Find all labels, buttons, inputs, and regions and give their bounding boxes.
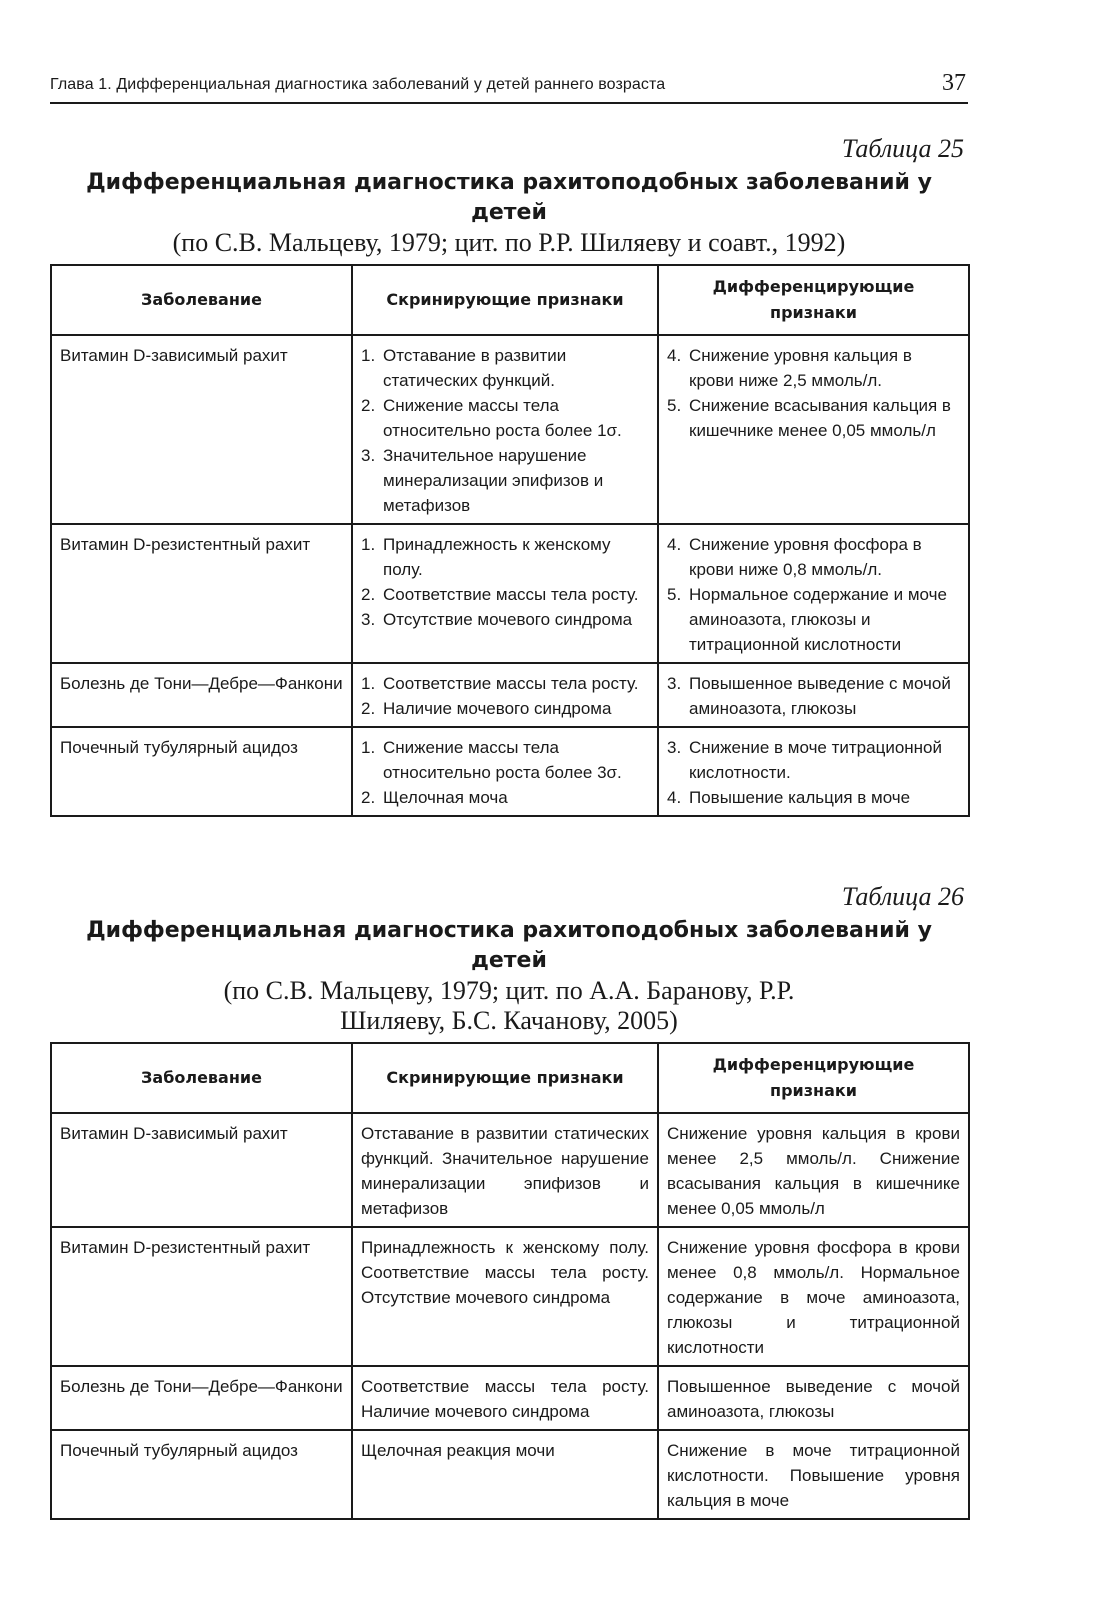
table-number: Таблица 25	[841, 134, 964, 163]
table-row	[51, 1366, 969, 1430]
list-item	[361, 785, 649, 810]
item-number: 2.	[361, 396, 376, 415]
differential-cell	[658, 727, 969, 816]
screening-cell	[352, 727, 658, 816]
item-number: 2.	[361, 788, 376, 807]
differential-cell	[658, 524, 969, 663]
item-text: Снижение уровня фосфора в крови ниже 0,8 ммоль/л.	[689, 535, 922, 579]
item-text: Повышенное выведение с мочой аминоазота, глюкозы	[689, 674, 951, 718]
differential-cell: Снижение уровня фосфора в крови менее 0,8 ммоль/л. Нормальное содержание в моче аминоазота, глюкозы и титрационной кислотности	[658, 1227, 969, 1366]
screening-cell: Отставание в развитии статических функций. Значительное нарушение минерализации эпифизов и метафизов	[352, 1113, 658, 1227]
item-text: Щелочная моча	[383, 788, 508, 807]
table-source: (по С.В. Мальцеву, 1979; цит. по Р.Р. Шиляеву и соавт., 1992)	[172, 228, 846, 257]
item-number: 5.	[667, 585, 682, 604]
list-item	[667, 343, 960, 393]
disease-cell: Витамин D-резистентный рахит	[51, 524, 352, 663]
list-item	[361, 607, 649, 632]
item-text: Отставание в развитии статических функций.	[383, 346, 567, 390]
list-item	[361, 671, 649, 696]
differential-cell: Снижение уровня кальция в крови менее 2,5 ммоль/л. Снижение всасывания кальция в кишечнике менее 0,05 ммоль/л	[658, 1113, 969, 1227]
disease-cell: Почечный тубулярный ацидоз	[51, 1430, 352, 1519]
list-item	[361, 443, 649, 518]
table-26	[50, 1042, 970, 1520]
table-title: Дифференциальная диагностика рахитоподобных заболеваний у детей	[86, 170, 932, 225]
item-number: 3.	[667, 738, 682, 757]
screening-cell: Соответствие массы тела росту. Наличие мочевого синдрома	[352, 1366, 658, 1430]
item-text: Наличие мочевого синдрома	[383, 699, 612, 718]
list-item	[361, 343, 649, 393]
disease-cell: Болезнь де Тони—Дебре—Фанкони	[51, 1366, 352, 1430]
item-text: Снижение уровня кальция в крови ниже 2,5 ммоль/л.	[689, 346, 912, 390]
running-head	[50, 72, 968, 104]
item-number: 1.	[361, 346, 376, 365]
item-number: 4.	[667, 788, 682, 807]
column-header-differential: Дифференцирующие признаки	[658, 265, 969, 335]
item-number: 1.	[361, 535, 376, 554]
item-text: Принадлежность к женскому полу.	[383, 535, 611, 579]
table-26-block	[50, 882, 968, 1520]
item-number: 4.	[667, 346, 682, 365]
list-item	[667, 671, 960, 721]
item-number: 3.	[667, 674, 682, 693]
list-item	[667, 735, 960, 785]
page-number: 37	[942, 70, 966, 96]
table-row	[51, 1227, 969, 1366]
item-number: 1.	[361, 674, 376, 693]
item-text: Снижение массы тела относительно роста более 3σ.	[383, 738, 622, 782]
item-text: Соответствие массы тела росту.	[383, 674, 639, 693]
list-item	[361, 735, 649, 785]
list-item	[361, 532, 649, 582]
item-number: 2.	[361, 699, 376, 718]
screening-cell: Принадлежность к женскому полу. Соответствие массы тела росту. Отсутствие мочевого синдрома	[352, 1227, 658, 1366]
disease-cell: Витамин D-зависимый рахит	[51, 335, 352, 524]
item-text: Нормальное содержание и моче аминоазота, глюкозы и титрационной кислотности	[689, 585, 947, 654]
column-header-screening: Скринирующие признаки	[352, 265, 658, 335]
differential-cell: Повышенное выведение с мочой аминоазота, глюкозы	[658, 1366, 969, 1430]
item-text: Значительное нарушение минерализации эпифизов и метафизов	[383, 446, 604, 515]
item-text: Соответствие массы тела росту.	[383, 585, 639, 604]
item-text: Снижение всасывания кальция в кишечнике менее 0,05 ммоль/л	[689, 396, 951, 440]
item-text: Отсутствие мочевого синдрома	[383, 610, 633, 629]
item-number: 2.	[361, 585, 376, 604]
table-row	[51, 1430, 969, 1519]
differential-cell	[658, 663, 969, 727]
item-number: 5.	[667, 396, 682, 415]
item-number: 3.	[361, 610, 376, 629]
table-row	[51, 524, 969, 663]
column-header-differential: Дифференцирующие признаки	[658, 1043, 969, 1113]
screening-cell	[352, 335, 658, 524]
table-title: Дифференциальная диагностика рахитоподобных заболеваний у детей	[86, 918, 932, 973]
item-text: Снижение массы тела относительно роста более 1σ.	[383, 396, 622, 440]
table-row	[51, 335, 969, 524]
item-number: 3.	[361, 446, 376, 465]
list-item	[667, 393, 960, 443]
table-header-row	[51, 265, 969, 335]
table-number: Таблица 26	[841, 882, 964, 911]
column-header-disease: Заболевание	[51, 1043, 352, 1113]
list-item	[361, 582, 649, 607]
screening-cell: Щелочная реакция мочи	[352, 1430, 658, 1519]
list-item	[361, 696, 649, 721]
item-text: Повышение кальция в моче	[689, 788, 911, 807]
screening-cell	[352, 524, 658, 663]
list-item	[667, 582, 960, 657]
item-number: 1.	[361, 738, 376, 757]
table-row	[51, 727, 969, 816]
table-25-block	[50, 134, 968, 817]
list-item	[361, 393, 649, 443]
differential-cell	[658, 335, 969, 524]
chapter-title: Глава 1. Дифференциальная диагностика заболеваний у детей раннего возраста	[50, 76, 666, 93]
table-row	[51, 1113, 969, 1227]
list-item	[667, 785, 960, 810]
disease-cell: Болезнь де Тони—Дебре—Фанкони	[51, 663, 352, 727]
differential-cell: Снижение в моче титрационной кислотности. Повышение уровня кальция в моче	[658, 1430, 969, 1519]
table-row	[51, 663, 969, 727]
table-source: (по С.В. Мальцеву, 1979; цит. по А.А. Баранову, Р.Р. Шиляеву, Б.С. Качанову, 2005)	[223, 976, 795, 1035]
column-header-disease: Заболевание	[51, 265, 352, 335]
disease-cell: Витамин D-зависимый рахит	[51, 1113, 352, 1227]
table-25	[50, 264, 970, 817]
disease-cell: Витамин D-резистентный рахит	[51, 1227, 352, 1366]
column-header-screening: Скринирующие признаки	[352, 1043, 658, 1113]
table-header-row	[51, 1043, 969, 1113]
screening-cell	[352, 663, 658, 727]
disease-cell: Почечный тубулярный ацидоз	[51, 727, 352, 816]
item-text: Снижение в моче титрационной кислотности.	[689, 738, 942, 782]
list-item	[667, 532, 960, 582]
item-number: 4.	[667, 535, 682, 554]
